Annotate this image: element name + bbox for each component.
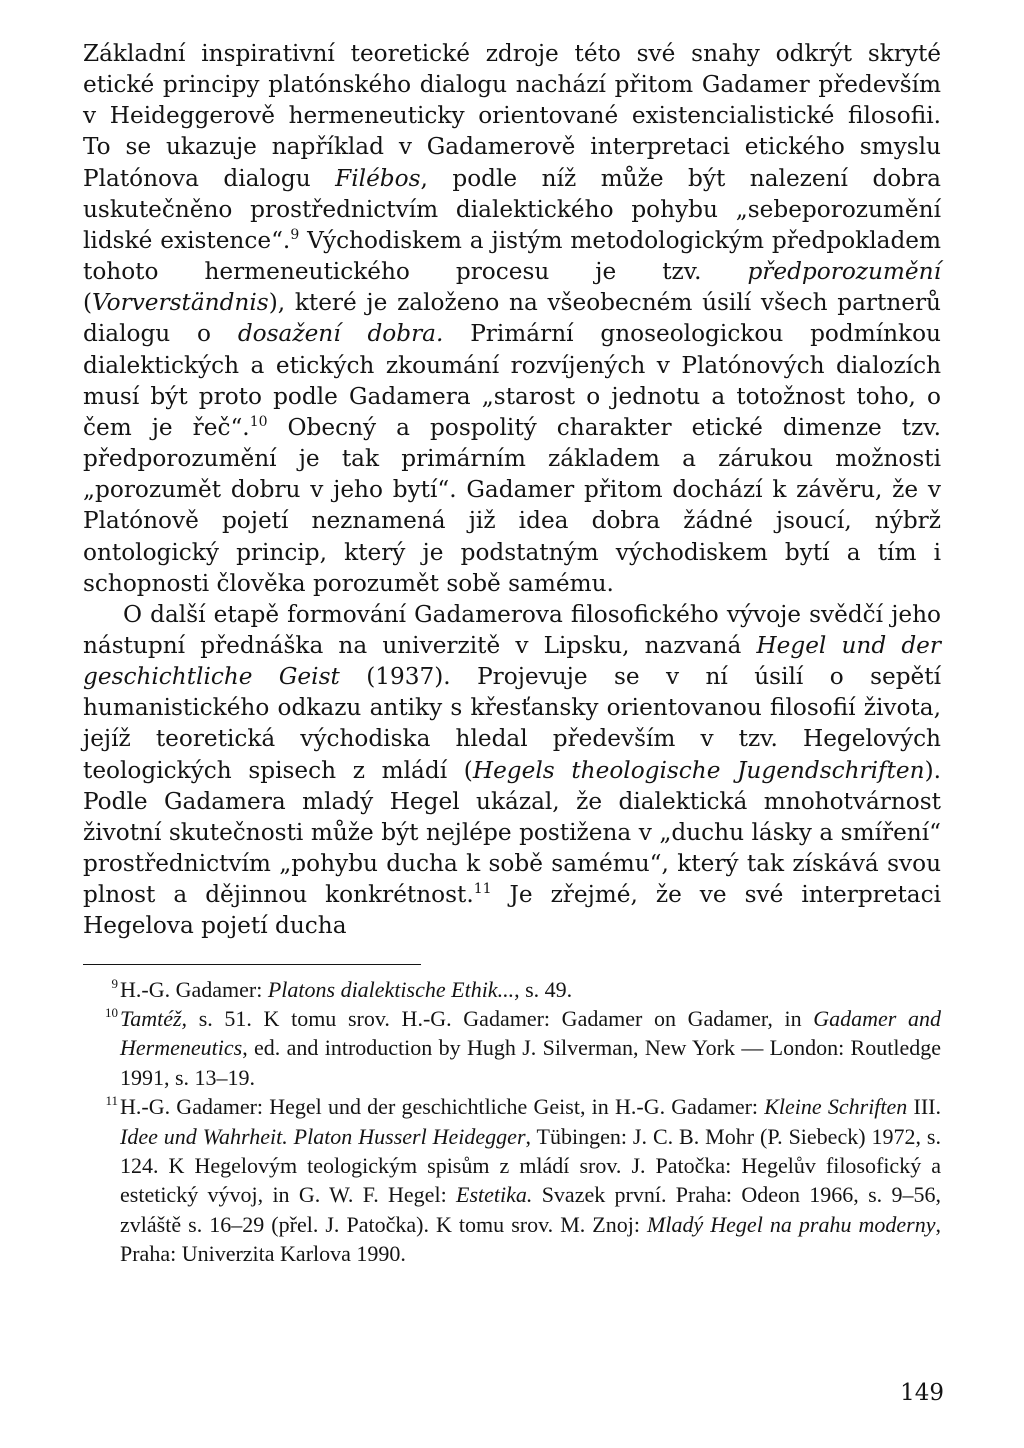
footnote-separator [83, 964, 421, 965]
footnote-text-run: H.-G. Gadamer: Hegel und der geschichtliche Geist, in H.-G. Gadamer: [120, 1094, 765, 1120]
body-paragraph-1 [83, 38, 941, 599]
footnote-ref-9: 9 [290, 226, 300, 243]
text-run: , podle níž může být nalezení dobra uskutečněno prostřednictvím dialektického pohybu „sebeporozumění lidské existence“. [83, 164, 942, 254]
text-run: Východiskem a jistým metodologickým předpokladem tohoto hermeneutického procesu je tzv. [83, 226, 942, 286]
text-run: ). Podle Gadamera mladý Hegel ukázal, že dialektická mnohotvárnost životní skutečnosti může být nejlépe postižena v „duchu lásky a smíření“ prostřednictvím „pohybu ducha k sobě samému“, který tak získává svou plnost a dějinnou konkrétnost. [83, 756, 941, 909]
text-run: Základní inspirativní teoretické zdroje této své snahy odkrýt skryté etické principy platónského dialogu nachází přitom Gadamer především v Heideggerově hermeneuticky orientované existencialistické filosofii. To se ukazuje například v Gadamerově interpretaci etického smyslu Platónova dialogu [83, 40, 941, 192]
footnote-text [120, 1094, 941, 1266]
body-paragraph-2 [83, 599, 941, 942]
italic-title: Filébos [335, 164, 421, 192]
footnote-italic-run: Gadamer and Hermeneutics [120, 1005, 941, 1061]
text-run: ( [83, 289, 93, 317]
footnote-italic-run: Tamtéž, [120, 1005, 188, 1031]
page-content [83, 38, 941, 1269]
footnote-italic-run: Kleine Schriften [764, 1094, 908, 1120]
footnote-text-run: s. 51. K tomu srov. H.-G. Gadamer: Gadamer on Gadamer, in [187, 1005, 814, 1031]
footnote-9 [83, 975, 941, 1004]
footnote-text [120, 1006, 941, 1090]
footnote-italic-run: Idee und Wahrheit. Platon Husserl Heidegger [120, 1123, 526, 1149]
text-run: (1937). Projevuje se v ní úsilí o sepětí humanistického odkazu antiky s křesťansky orientovanou filosofií života, jejíž teoretická východiska hledal především v tzv. Hegelových teologických spisech z mládí ( [83, 663, 941, 784]
text-run: ), které je založeno na všeobecném úsilí všech partnerů dialogu o [83, 289, 941, 348]
footnote-number-text: 9 [111, 975, 118, 991]
italic-term: dosažení dobra. [237, 320, 444, 348]
footnote-italic-run: Mladý Hegel na prahu moderny [647, 1211, 936, 1237]
italic-title: Hegel und der geschichtliche Geist [83, 631, 941, 691]
footnote-ref-10: 10 [249, 413, 268, 430]
italic-term: Vorverständnis [92, 289, 269, 317]
text-run: Primární gnoseologickou podmínkou dialektických a etických zkoumání rozvíjených v Platónových dialozích musí být proto podle Gadamera „starost o jednotu a totožnost toho, o čem je řeč“. [83, 320, 941, 441]
page-number: 149 [900, 1380, 944, 1406]
footnotes [83, 975, 941, 1269]
footnote-number [83, 975, 120, 1004]
footnote-number [83, 1092, 120, 1121]
italic-title: Hegels theologische Jugendschriften [472, 756, 925, 784]
italic-term: předporozumění [747, 258, 941, 286]
footnote-number-text: 10 [105, 1004, 118, 1020]
footnote-text [120, 977, 572, 1002]
text-run: O další etapě formování Gadamerova filosofického vývoje svědčí jeho nástupní přednáška na univerzitě v Lipsku, nazvaná [83, 600, 941, 659]
footnote-number-text: 11 [105, 1093, 118, 1109]
footnote-ref-11: 11 [473, 881, 492, 898]
footnote-10 [83, 1004, 941, 1092]
footnote-number [83, 1004, 120, 1033]
footnote-text-run: , Tübingen: J. C. B. Mohr (P. Siebeck) 1972, s. 124. K Hegelovým teologickým spisům z mládí srov. J. Patočka: Hegelův filosofický a estetický vývoj, in G. W. F. Hegel: [120, 1123, 941, 1208]
footnote-text-run: III. [907, 1094, 941, 1120]
footnote-text-run: H.-G. Gadamer: [120, 976, 268, 1002]
footnote-text-run: , s. 49. [514, 976, 573, 1002]
footnote-text-run: Svazek první. Praha: Odeon 1966, s. 9–56, zvláště s. 16–29 (přel. J. Patočka). K tomu srov. M. Znoj: [120, 1182, 941, 1237]
footnote-italic-run: Platons dialektische Ethik... [267, 976, 515, 1002]
text-run: Je zřejmé, že ve své interpretaci Hegelova pojetí ducha [83, 881, 942, 940]
text-run: Obecný a pospolitý charakter etické dimenze tzv. předporozumění je tak primárním základem a zárukou možnosti „porozumět dobru v jeho bytí“. Gadamer přitom dochází k závěru, že v Platónově pojetí neznamená již idea dobra žádné jsoucí, nýbrž ontologický princip, který je podstatným východiskem bytí a tím i schopnosti člověka porozumět sobě samému. [83, 413, 942, 597]
footnote-text-run: , ed. and introduction by Hugh J. Silverman, New York — London: Routledge 1991, s. 13–19. [120, 1035, 941, 1090]
footnote-italic-run: Estetika. [456, 1182, 533, 1208]
footnote-text-run: , Praha: Univerzita Karlova 1990. [120, 1211, 941, 1267]
footnote-11 [83, 1092, 941, 1268]
